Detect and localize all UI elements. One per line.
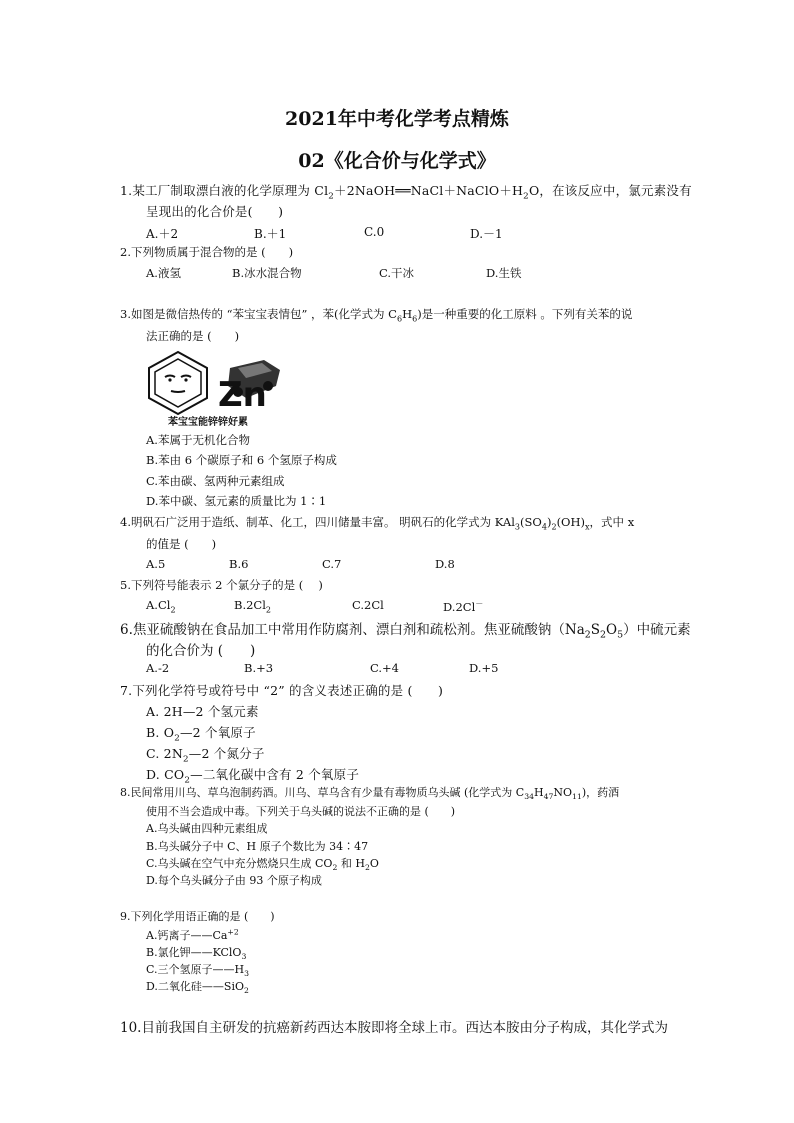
q8-option-d: D.每个乌头碱分子由 93 个原子构成 — [146, 874, 322, 887]
q2-option-b: B.冰水混合物 — [232, 266, 302, 280]
q4-option-d: D.8 — [435, 557, 455, 571]
q5-option-c: C.2Cl — [352, 598, 384, 612]
q6-option-b: B.+3 — [244, 661, 274, 675]
q2-option-a: A.液氢 — [146, 266, 181, 280]
q1-stem-line1: 1.某工厂制取漂白液的化学原理为 $Cl_2+2NaOH══NaCl+NaClO+H_2O$，在该反应中，氯元素没有 — [120, 183, 692, 202]
page-title: 2021年中考化学考点精炼 — [285, 108, 509, 130]
q3-stem-line2: 法正确的是 ( ) — [146, 329, 240, 343]
q6-stem-line1: 6.焦亚硫酸钠在食品加工中常用作防腐剂、漂白剂和疏松剂。焦亚硫酸钠$(Na_2S_2O_5)$中硫元素 — [120, 622, 691, 641]
q6-option-a: A.-2 — [146, 661, 170, 675]
q4-stem-line1: 4.明矾石广泛用于造纸、制革、化工，四川储量丰富。 明矾石的化学式为 $KAl_3(SO_4)_2(OH)_x$，式中 x — [120, 515, 635, 532]
q2-stem: 2.下列物质属于混合物的是 ( ) — [120, 245, 294, 259]
q7-stem: 7.下列化学符号或符号中 “2” 的含义表述正确的是 ( ) — [120, 683, 444, 698]
q7-option-d: D. $CO_2—$二氧化碳中含有 2 个氧原子 — [146, 767, 360, 786]
q9-option-c: C.三个氢原子$——H_3$ — [146, 963, 250, 979]
q5-option-b: $B.2Cl_2$ — [234, 598, 272, 615]
q3-option-d: D.苯中碳、氢元素的质量比为 1∶1 — [146, 494, 327, 508]
zinc-car-image — [216, 356, 284, 410]
benzene-face-image — [146, 350, 210, 416]
q7-option-c: C. $2N_2—2$ 个氮分子 — [146, 746, 265, 765]
page-subtitle: 02《化合价与化学式》 — [298, 150, 496, 172]
q6-option-c: C.+4 — [370, 661, 399, 675]
q6-stem-line2: 的化合价为 ( ) — [146, 643, 256, 659]
q8-option-c: C.乌头碱在空气中充分燃烧只生成 $CO_2$ 和 $H_2O$ — [146, 857, 379, 873]
q4-option-b: B.6 — [229, 557, 249, 571]
q8-option-a: A.乌头碱由四种元素组成 — [146, 822, 268, 835]
q4-stem-line2: 的值是 ( ) — [146, 537, 217, 551]
svg-text:Zn: Zn — [218, 375, 267, 410]
q2-option-c: C.干冰 — [379, 266, 415, 280]
q9-option-d: D.二氧化硅——SiO$_2$ — [146, 980, 249, 996]
q10-stem: 10.目前我国自主研发的抗癌新药西达本胺即将全球上市。西达本胺由分子构成，其化学式为 — [120, 1020, 668, 1036]
q5-option-a: $A.Cl_2$ — [146, 598, 176, 615]
q5-stem: 5.下列符号能表示 2 个氯分子的是 ( ) — [120, 578, 323, 592]
q4-option-c: C.7 — [322, 557, 342, 571]
q6-option-d: D.+5 — [469, 661, 499, 675]
q1-stem-line2: 呈现出的化合价是( ) — [146, 204, 284, 219]
q5-option-d: D.2Cl－ — [443, 599, 484, 614]
q9-stem: 9.下列化学用语正确的是 ( ) — [120, 910, 275, 923]
q1-option-d: D.－1 — [470, 227, 503, 241]
q8-stem-line1: 8.民间常用川乌、草乌泡制药酒。川乌、草乌含有少量有毒物质乌头碱 (化学式为 $C_{34}H_{47}NO_{11}$)，药酒 — [120, 786, 620, 802]
q7-option-a: A. 2H—2 个氢元素 — [146, 704, 259, 719]
q3-option-c: C.苯由碳、氢两种元素组成 — [146, 474, 285, 488]
q4-option-a: A.5 — [146, 557, 166, 571]
q2-option-d: D.生铁 — [486, 266, 522, 280]
q1-option-b: B.＋1 — [254, 227, 287, 241]
q7-option-b: B. $O_2—2$ 个氧原子 — [146, 725, 256, 744]
image-caption: 苯宝宝能锌锌好累 — [168, 417, 248, 428]
q9-option-b: B.氯化钾——KClO$_3$ — [146, 946, 247, 962]
q8-option-b: B.乌头碱分子中 C、H 原子个数比为 34∶47 — [146, 840, 369, 853]
q8-stem-line2: 使用不当会造成中毒。下列关于乌头碱的说法不正确的是 ( ) — [146, 805, 456, 818]
q3-stem-line1: 3.如图是微信热传的 “苯宝宝表情包” ，苯(化学式为 $C_6H_6$)是一种重要的化工原料 。下列有关苯的说 — [120, 307, 633, 324]
q9-option-a: A.钙离子$——Ca^{+2}$ — [146, 927, 239, 942]
q3-option-a: A.苯属于无机化合物 — [146, 433, 250, 447]
q1-option-c: C.0 — [364, 225, 385, 239]
q3-option-b: B.苯由 6 个碳原子和 6 个氢原子构成 — [146, 453, 337, 467]
q1-option-a: A.＋2 — [146, 227, 179, 241]
